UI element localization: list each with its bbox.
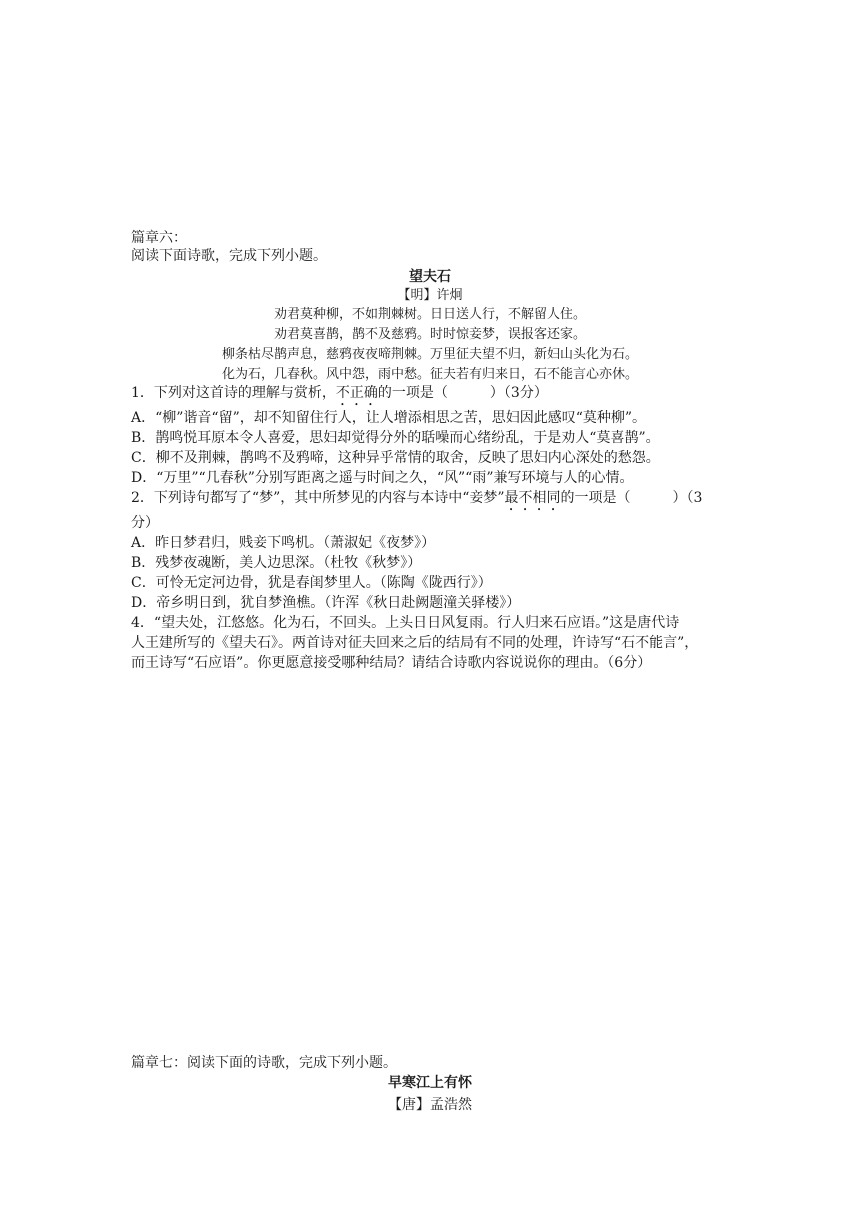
section7-heading: 篇章七：阅读下面的诗歌，完成下列小题。 [131,1055,397,1071]
poem-line-3: 柳条枯尽鹊声息，慈鸦夜夜啼荆棘。万里征夫望不归，新妇山头化为石。 [221,347,638,362]
question-1-option-c: C．柳不及荆棘，鹊鸣不及鸦啼，这种异乎常情的取舍，反映了思妇内心深处的愁怨。 [131,450,660,466]
poem-line-4: 化为石，几春秋。风中怨，雨中愁。征夫若有归来日，石不能言心亦休。 [221,367,638,382]
question-4-line-3: 而王诗写“石应语”。你更愿意接受哪种结局？请结合诗歌内容说说你的理由。（6分） [131,655,652,671]
poem-line-2: 劝君莫喜鹊，鹊不及慈鸦。时时惊妾梦，误报客还家。 [273,327,586,342]
question-2-stem-tail: 的一项是（ ）（3 [560,490,703,506]
section7-poem-author: 【唐】孟浩然 [388,1097,472,1113]
question-1-option-a: A．“柳”谐音“留”，却不知留住行人，让人增添相思之苦，思妇因此感叹“莫种柳”。 [131,410,647,426]
question-1-stem [131,384,548,409]
section6-instruction: 阅读下面诗歌，完成下列小题。 [131,248,327,264]
poem-author: 【明】许炯 [397,288,463,303]
question-2-stem-text: 2．下列诗句都写了“梦”，其中所梦见的内容与本诗中“妾梦” [131,490,505,506]
question-2-option-c: C．可怜无定河边骨，犹是春闺梦里人。（陈陶《陇西行》） [131,575,492,591]
section7-poem-title: 早寒江上有怀 [388,1075,472,1091]
question-1-stem-text: 1．下列对这首诗的理解与赏析， [131,385,336,401]
question-4-line-1: 4．“望夫处，江悠悠。化为石，不回头。上头日日风复雨。行人归来石应语。”这是唐代诗 [131,615,680,631]
question-2-option-a: A．昨日梦君归，贱妾下鸣机。（萧淑妃《夜梦》） [131,535,436,551]
question-1-option-b: B．鹊鸣悦耳原本令人喜爱，思妇却觉得分外的聒噪而心绪纷乱，于是劝人“莫喜鹊”。 [131,430,660,446]
question-2-stem-continued: 分） [131,515,159,531]
question-1-option-d: D．“万里”“几春秋”分别写距离之遥与时间之久，“风”“雨”兼写环境与人的心情。 [131,470,634,486]
section6-heading: 篇章六： [131,230,187,246]
question-2-option-b: B．残梦夜魂断，美人边思深。（杜牧《秋梦》） [131,555,422,571]
poem-line-1: 劝君莫种柳，不如荆棘树。日日送人行，不解留人住。 [273,307,586,322]
question-1-emphasis: 不正确 [335,385,378,401]
question-2-option-d: D．帝乡明日到，犹自梦渔樵。（许浑《秋日赴阙题潼关驿楼》） [131,595,521,611]
poem-title: 望夫石 [409,269,451,285]
question-2-stem [131,489,702,514]
question-1-stem-tail: 的一项是（ ）（3分） [377,385,548,401]
question-4-line-2: 人王建所写的《望夫石》。两首诗对征夫回来之后的结局有不同的处理，许诗写“石不能言”， [131,635,699,651]
question-2-emphasis: 最不相同 [504,490,561,506]
